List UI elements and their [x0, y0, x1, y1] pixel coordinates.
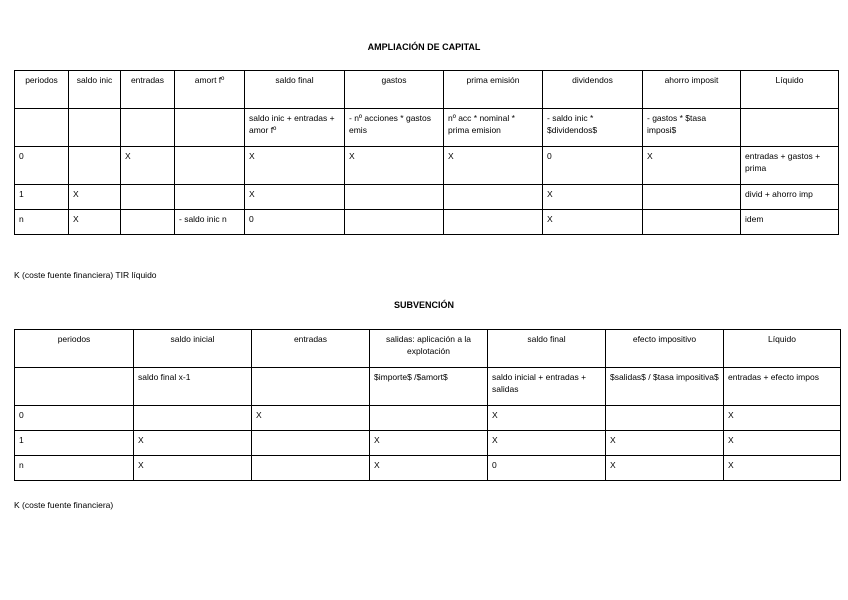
subvencion-header-cell: efecto impositivo — [606, 330, 724, 368]
subvencion-cell: $salidas$ / $tasa impositiva$ — [606, 368, 724, 406]
capital-cell: X — [245, 185, 345, 210]
capital-header-cell: saldo inic — [69, 71, 121, 109]
capital-cell: 0 — [15, 147, 69, 185]
subvencion-cell: X — [134, 431, 252, 456]
capital-cell: X — [543, 210, 643, 235]
subvencion-cell: X — [488, 406, 606, 431]
capital-cell: X — [444, 147, 543, 185]
subvencion-title: SUBVENCIÓN — [393, 300, 454, 310]
capital-cell: X — [245, 147, 345, 185]
subvencion-cell: X — [606, 431, 724, 456]
capital-header-cell: periodos — [15, 71, 69, 109]
capital-cell — [345, 185, 444, 210]
capital-cell — [444, 210, 543, 235]
subvencion-cell: X — [724, 456, 841, 481]
capital-header-cell: amort fº — [175, 71, 245, 109]
subvencion-cell: entradas + efecto impos — [724, 368, 841, 406]
subvencion-cell: n — [15, 456, 134, 481]
capital-cell: X — [543, 185, 643, 210]
capital-cell — [444, 185, 543, 210]
capital-cell: X — [345, 147, 444, 185]
capital-title: AMPLIACIÓN DE CAPITAL — [367, 42, 481, 52]
capital-cell — [69, 147, 121, 185]
subvencion-header-cell: Líquido — [724, 330, 841, 368]
subvencion-header-cell: saldo final — [488, 330, 606, 368]
capital-header-cell: entradas — [121, 71, 175, 109]
capital-cell — [121, 210, 175, 235]
capital-header-cell: ahorro imposit — [643, 71, 741, 109]
subvencion-cell: X — [370, 431, 488, 456]
capital-cell: X — [121, 147, 175, 185]
capital-cell: X — [69, 210, 121, 235]
subvencion-cell: 1 — [15, 431, 134, 456]
capital-cell — [345, 210, 444, 235]
capital-cell: - nº acciones * gastos emis — [345, 109, 444, 147]
subvencion-header-cell: entradas — [252, 330, 370, 368]
capital-cell: 1 — [15, 185, 69, 210]
capital-cell: - saldo inic n — [175, 210, 245, 235]
capital-cell — [69, 109, 121, 147]
capital-header-cell: saldo final — [245, 71, 345, 109]
capital-cell: 0 — [543, 147, 643, 185]
subvencion-cell: $importe$ /$amort$ — [370, 368, 488, 406]
capital-header-cell: dividendos — [543, 71, 643, 109]
subvencion-table — [14, 329, 841, 481]
capital-cell — [741, 109, 839, 147]
subvencion-cell — [370, 406, 488, 431]
subvencion-cell — [606, 406, 724, 431]
capital-cell: idem — [741, 210, 839, 235]
capital-cell: nº acc * nominal * prima emision — [444, 109, 543, 147]
subvencion-note: K (coste fuente financiera) — [14, 500, 114, 510]
capital-header-cell: gastos — [345, 71, 444, 109]
subvencion-cell: 0 — [15, 406, 134, 431]
subvencion-cell — [252, 368, 370, 406]
capital-cell: divid + ahorro imp — [741, 185, 839, 210]
capital-cell — [175, 147, 245, 185]
subvencion-cell: saldo inicial + entradas + salidas — [488, 368, 606, 406]
subvencion-header-cell: periodos — [15, 330, 134, 368]
subvencion-cell: X — [724, 431, 841, 456]
capital-table — [14, 70, 839, 235]
capital-cell — [121, 185, 175, 210]
capital-cell: X — [643, 147, 741, 185]
capital-note: K (coste fuente financiera) TIR líquido — [14, 270, 157, 280]
subvencion-cell: X — [606, 456, 724, 481]
capital-cell — [175, 109, 245, 147]
subvencion-cell: saldo final x-1 — [134, 368, 252, 406]
subvencion-cell: X — [488, 431, 606, 456]
capital-cell — [643, 185, 741, 210]
subvencion-cell — [134, 406, 252, 431]
capital-cell: n — [15, 210, 69, 235]
capital-cell: - gastos * $tasa imposi$ — [643, 109, 741, 147]
capital-cell — [15, 109, 69, 147]
capital-header-cell: Líquido — [741, 71, 839, 109]
subvencion-header-cell: saldo inicial — [134, 330, 252, 368]
subvencion-cell: 0 — [488, 456, 606, 481]
subvencion-cell: X — [252, 406, 370, 431]
capital-cell: - saldo inic * $dividendos$ — [543, 109, 643, 147]
subvencion-header-cell: salidas: aplicación a la explotación — [370, 330, 488, 368]
capital-cell — [643, 210, 741, 235]
subvencion-cell: X — [370, 456, 488, 481]
capital-header-cell: prima emisión — [444, 71, 543, 109]
capital-cell: saldo inic + entradas + amor fº — [245, 109, 345, 147]
capital-cell: 0 — [245, 210, 345, 235]
subvencion-cell: X — [724, 406, 841, 431]
capital-cell — [121, 109, 175, 147]
capital-cell: entradas + gastos + prima — [741, 147, 839, 185]
subvencion-cell — [252, 456, 370, 481]
subvencion-cell: X — [134, 456, 252, 481]
capital-cell: X — [69, 185, 121, 210]
subvencion-cell — [15, 368, 134, 406]
capital-cell — [175, 185, 245, 210]
subvencion-cell — [252, 431, 370, 456]
